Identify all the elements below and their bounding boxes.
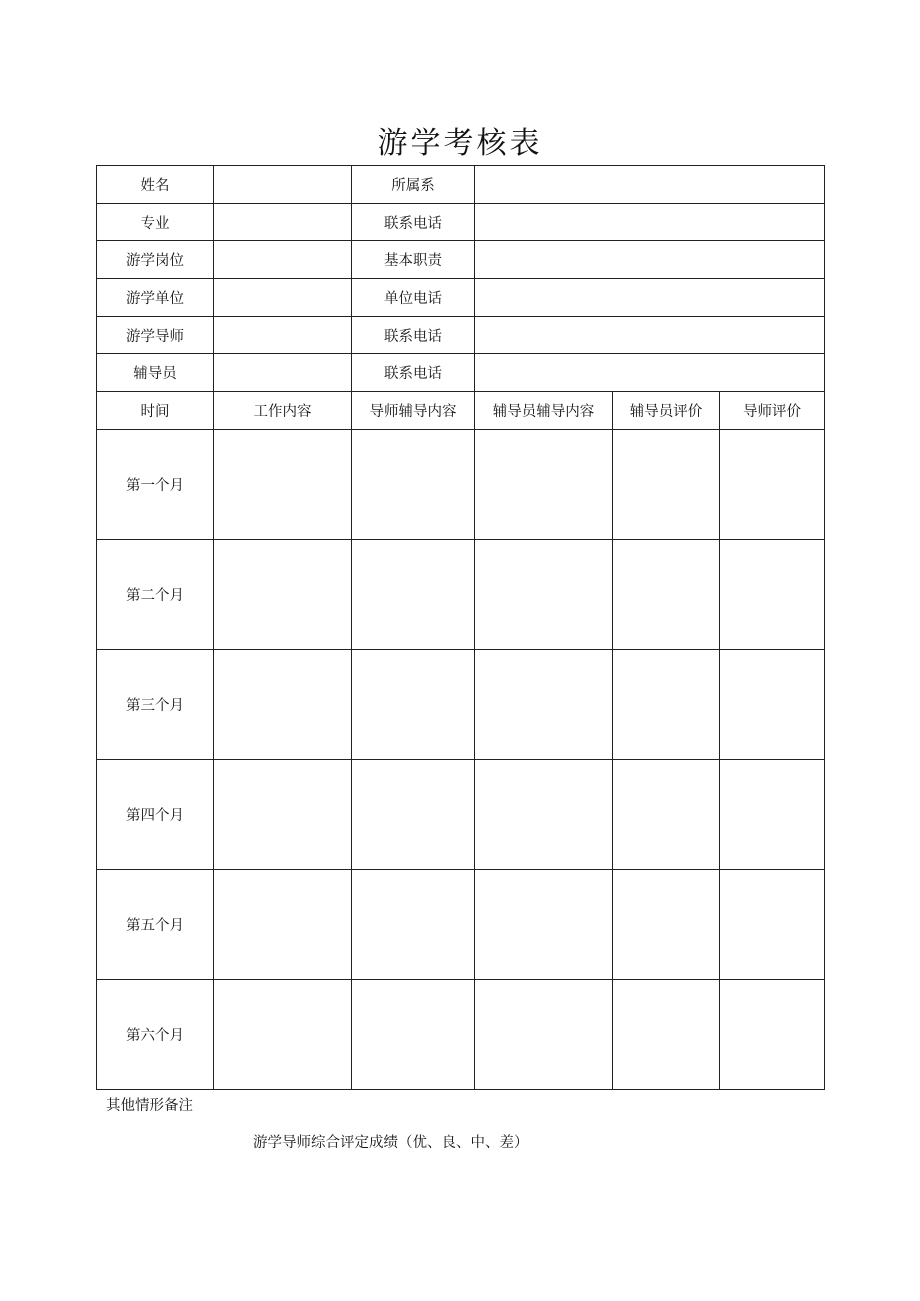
other-notes-label: 其他情形备注	[106, 1098, 193, 1114]
counselor-evaluation-cell[interactable]	[613, 429, 720, 539]
duties-label: 基本职责	[352, 241, 475, 279]
mentor-evaluation-cell[interactable]	[720, 429, 825, 539]
work-content-cell[interactable]	[214, 869, 352, 979]
table-row	[97, 979, 825, 1089]
info-row-unit	[97, 279, 825, 317]
phone-field[interactable]	[475, 203, 825, 241]
counselor-guidance-cell[interactable]	[475, 539, 613, 649]
month-label: 第一个月	[97, 429, 214, 539]
column-header: 工作内容	[214, 392, 352, 430]
mentor-field[interactable]	[214, 316, 352, 354]
counselor-guidance-cell[interactable]	[475, 979, 613, 1089]
unit-field[interactable]	[214, 279, 352, 317]
table-header-row	[97, 392, 825, 430]
mentor-phone-label: 联系电话	[352, 316, 475, 354]
mentor-guidance-cell[interactable]	[352, 649, 475, 759]
major-label: 专业	[97, 203, 214, 241]
mentor-guidance-cell[interactable]	[352, 429, 475, 539]
mentor-evaluation-cell[interactable]	[720, 649, 825, 759]
department-field[interactable]	[475, 166, 825, 204]
form-title: 游学考核表	[377, 126, 543, 161]
info-row-name	[97, 166, 825, 204]
assessment-table	[96, 165, 825, 1090]
counselor-label: 辅导员	[97, 354, 214, 392]
column-header: 辅导员辅导内容	[475, 392, 613, 430]
info-row-position	[97, 241, 825, 279]
counselor-guidance-cell[interactable]	[475, 759, 613, 869]
column-header: 时间	[97, 392, 214, 430]
counselor-phone-field[interactable]	[475, 354, 825, 392]
unit-phone-label: 单位电话	[352, 279, 475, 317]
major-field[interactable]	[214, 203, 352, 241]
overall-grade-label: 游学导师综合评定成绩（优、良、中、差）	[253, 1135, 529, 1151]
mentor-evaluation-cell[interactable]	[720, 759, 825, 869]
work-content-cell[interactable]	[214, 429, 352, 539]
column-header: 导师辅导内容	[352, 392, 475, 430]
work-content-cell[interactable]	[214, 759, 352, 869]
name-label: 姓名	[97, 166, 214, 204]
unit-phone-field[interactable]	[475, 279, 825, 317]
mentor-evaluation-cell[interactable]	[720, 869, 825, 979]
department-label: 所属系	[352, 166, 475, 204]
month-label: 第五个月	[97, 869, 214, 979]
counselor-phone-label: 联系电话	[352, 354, 475, 392]
name-field[interactable]	[214, 166, 352, 204]
mentor-guidance-cell[interactable]	[352, 979, 475, 1089]
work-content-cell[interactable]	[214, 979, 352, 1089]
phone-label: 联系电话	[352, 203, 475, 241]
counselor-evaluation-cell[interactable]	[613, 869, 720, 979]
table-row	[97, 539, 825, 649]
table-row	[97, 869, 825, 979]
info-row-mentor	[97, 316, 825, 354]
counselor-guidance-cell[interactable]	[475, 649, 613, 759]
column-header: 辅导员评价	[613, 392, 720, 430]
info-row-counselor	[97, 354, 825, 392]
duties-field[interactable]	[475, 241, 825, 279]
month-label: 第六个月	[97, 979, 214, 1089]
info-row-major	[97, 203, 825, 241]
month-label: 第四个月	[97, 759, 214, 869]
month-label: 第三个月	[97, 649, 214, 759]
mentor-guidance-cell[interactable]	[352, 869, 475, 979]
unit-label: 游学单位	[97, 279, 214, 317]
mentor-evaluation-cell[interactable]	[720, 979, 825, 1089]
counselor-guidance-cell[interactable]	[475, 429, 613, 539]
work-content-cell[interactable]	[214, 539, 352, 649]
counselor-evaluation-cell[interactable]	[613, 649, 720, 759]
counselor-field[interactable]	[214, 354, 352, 392]
mentor-evaluation-cell[interactable]	[720, 539, 825, 649]
position-field[interactable]	[214, 241, 352, 279]
counselor-evaluation-cell[interactable]	[613, 759, 720, 869]
mentor-phone-field[interactable]	[475, 316, 825, 354]
position-label: 游学岗位	[97, 241, 214, 279]
counselor-evaluation-cell[interactable]	[613, 979, 720, 1089]
counselor-evaluation-cell[interactable]	[613, 539, 720, 649]
column-header: 导师评价	[720, 392, 825, 430]
table-row	[97, 759, 825, 869]
mentor-guidance-cell[interactable]	[352, 759, 475, 869]
month-label: 第二个月	[97, 539, 214, 649]
table-row	[97, 649, 825, 759]
counselor-guidance-cell[interactable]	[475, 869, 613, 979]
table-row	[97, 429, 825, 539]
work-content-cell[interactable]	[214, 649, 352, 759]
mentor-label: 游学导师	[97, 316, 214, 354]
mentor-guidance-cell[interactable]	[352, 539, 475, 649]
